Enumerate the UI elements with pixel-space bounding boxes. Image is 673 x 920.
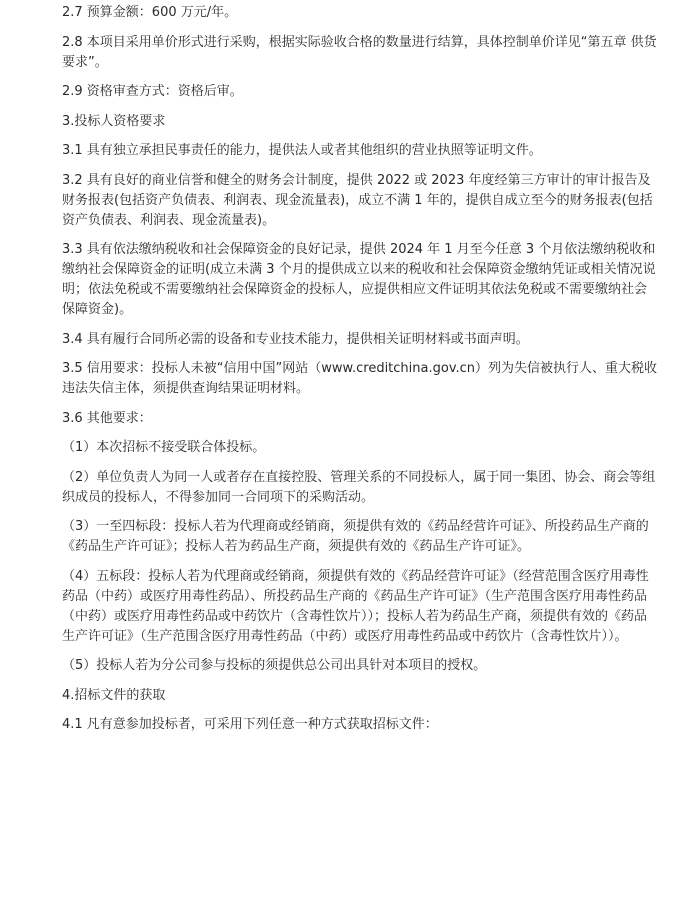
para-3-6: 3.6 其他要求： xyxy=(62,410,152,426)
para-3-4: 3.4 具有履行合同所必需的设备和专业技术能力，提供相关证明材料或书面声明。 xyxy=(62,331,529,347)
item-1: （1）本次招标不接受联合体投标。 xyxy=(62,440,266,455)
para-4-1: 4.1 凡有意参加投标者，可采用下列任意一种方式获取招标文件： xyxy=(62,717,438,732)
item-5: （5）投标人若为分公司参与投标的须提供总公司出具针对本项目的授权。 xyxy=(62,658,487,673)
para-3-2: 3.2 具有良好的商业信誉和健全的财务会计制度，提供 2022 或 2023 年度经第三方审计的审计报告及财务报表(包括资产负债表、利润表、现金流量表)，成立不满 1 年的，提供自成立至今的财务报表(包括资产负债表、利润表、现金流量表)。 xyxy=(62,172,653,228)
heading-3: 3.投标人资格要求 xyxy=(62,113,166,129)
para-2-9: 2.9 资格审查方式：资格后审。 xyxy=(62,84,243,99)
para-2-8: 2.8 本项目采用单价形式进行采购，根据实际验收合格的数量进行结算，具体控制单价详见“第五章 供货要求”。 xyxy=(62,34,657,70)
para-3-5: 3.5 信用要求：投标人未被“信用中国”网站（www.creditchina.gov.cn）列为失信被执行人、重大税收违法失信主体，须提供查询结果证明材料。 xyxy=(62,361,658,396)
item-4: （4）五标段：投标人若为代理商或经销商，须提供有效的《药品经营许可证》（经营范围含医疗用毒性药品（中药）或医疗用毒性药品）、所投药品生产商的《药品生产许可证》（生产范围含医疗用毒性药品（中药）或医疗用毒性药品或中药饮片（含毒性饮片））；投标人若为药品生产商，须提供有效的《药品生产许可证》（生产范围含医疗用毒性药品（中药）或医疗用毒性药品或中药饮片（含毒性饮片））。 xyxy=(62,568,649,644)
item-2: （2）单位负责人为同一人或者存在直接控股、管理关系的不同投标人，属于同一集团、协会、商会等组织成员的投标人，不得参加同一合同项下的采购活动。 xyxy=(62,469,656,505)
heading-4: 4.招标文件的获取 xyxy=(62,687,166,703)
item-3: （3）一至四标段：投标人若为代理商或经销商，须提供有效的《药品经营许可证》、所投药品生产商的《药品生产许可证》；投标人若为药品生产商，须提供有效的《药品生产许可证》。 xyxy=(62,519,649,554)
para-2-7: 2.7 预算金额：600 万元/年。 xyxy=(62,5,238,20)
para-3-3: 3.3 具有依法缴纳税收和社会保障资金的良好记录，提供 2024 年 1 月至今任意 3 个月依法缴纳税收和缴纳社会保障资金的证明(成立未满 3 个月的提供成立以来的税收和社会保障资金缴纳凭证或相关情况说明；依法免税或不需要缴纳社会保障资金的投标人，应提供相应文件证明其依法免税或不需要缴纳社会保障资金)。 xyxy=(62,242,656,317)
para-3-1: 3.1 具有独立承担民事责任的能力，提供法人或者其他组织的营业执照等证明文件。 xyxy=(62,143,542,158)
